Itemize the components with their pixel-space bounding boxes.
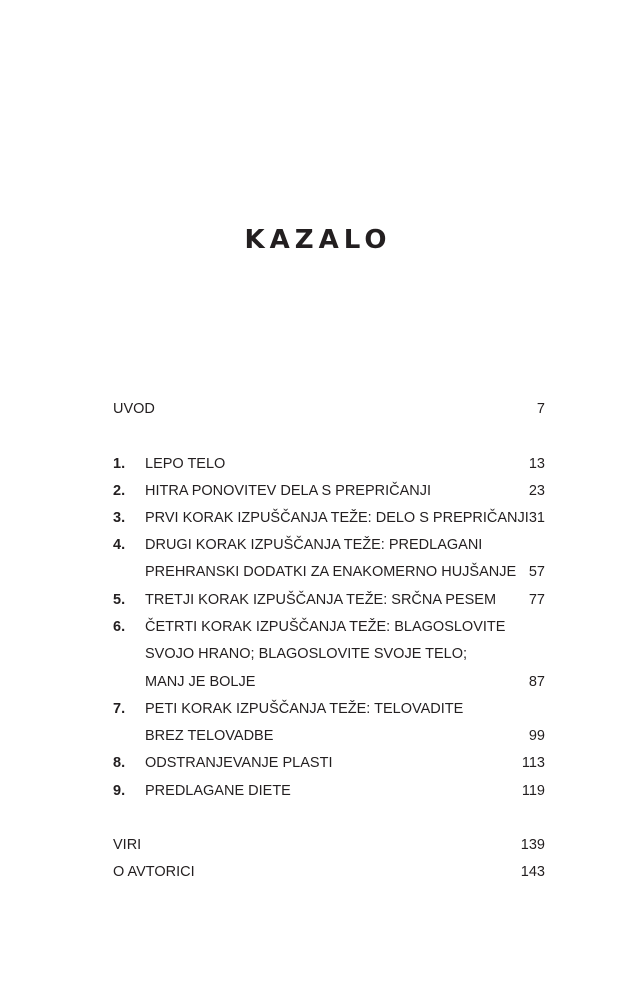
toc-page-number: 119 [521,783,545,799]
toc-entry-chapter-3[interactable] [113,507,545,529]
toc-entry-title: LEPO TELO [145,456,226,472]
toc-entry-title: TRETJI KORAK IZPUŠČANJA TEŽE: SRČNA PESEM [145,592,497,608]
chapter-number: 3. [113,510,126,526]
toc-entry-chapter-4-continued[interactable] [113,561,545,583]
toc-entry-chapter-6-continued[interactable] [113,643,545,665]
chapter-number: 1. [113,456,126,472]
toc-entry-chapter-9[interactable] [113,780,545,802]
chapter-number: 7. [113,701,126,717]
chapter-number: 2. [113,483,126,499]
toc-entry-title: PRVI KORAK IZPUŠČANJA TEŽE: DELO S PREPRIČANJI [145,510,529,526]
page-title: KAZALO [244,225,392,255]
toc-page-number: 23 [528,483,545,499]
toc-entry-title: ODSTRANJEVANJE PLASTI [145,755,333,771]
toc-entry-title: ČETRTI KORAK IZPUŠČANJA TEŽE: BLAGOSLOVITE [145,619,506,635]
toc-entry-title: DRUGI KORAK IZPUŠČANJA TEŽE: PREDLAGANI [145,537,483,553]
toc-entry-title-continued: BREZ TELOVADBE [145,728,274,744]
toc-entry-title: O AVTORICI [113,864,195,880]
toc-entry-chapter-7-continued[interactable] [113,725,545,747]
toc-entry-title: PREDLAGANE DIETE [145,783,291,799]
toc-entry-chapter-7[interactable] [113,698,545,720]
toc-entry-title: VIRI [113,837,142,853]
toc-entry-title: UVOD [113,401,155,417]
toc-entry-title-continued: PREHRANSKI DODATKI ZA ENAKOMERNO HUJŠANJE [145,564,517,580]
chapter-number: 6. [113,619,126,635]
toc-entry-chapter-8[interactable] [113,752,545,774]
toc-page-number: 57 [528,564,545,580]
toc-entry-title: PETI KORAK IZPUŠČANJA TEŽE: TELOVADITE [145,701,464,717]
toc-entry-chapter-2[interactable] [113,480,545,502]
toc-page-number: 31 [528,510,545,526]
toc-entry-chapter-5[interactable] [113,589,545,611]
toc-entry-title-continued: MANJ JE BOLJE [145,674,256,690]
toc-entry-chapter-1[interactable] [113,453,545,475]
toc-page-number: 77 [528,592,545,608]
toc-entry-title-continued: SVOJO HRANO; BLAGOSLOVITE SVOJE TELO; [145,646,468,662]
toc-entry-intro[interactable] [113,398,545,420]
toc-page-number: 113 [521,755,545,771]
chapter-number: 8. [113,755,126,771]
toc-entry-chapter-6[interactable] [113,616,545,638]
toc-page-number: 87 [528,674,545,690]
toc-entry-chapter-4[interactable] [113,534,545,556]
chapter-number: 4. [113,537,126,553]
chapter-number: 5. [113,592,126,608]
toc-page-number: 139 [520,837,545,853]
toc-page-number: 99 [528,728,545,744]
chapter-number: 9. [113,783,126,799]
toc-entry-title: HITRA PONOVITEV DELA S PREPRIČANJI [145,483,432,499]
toc-page-number: 7 [536,401,545,417]
toc-entry-about-author[interactable] [113,861,545,883]
toc-entry-sources[interactable] [113,834,545,856]
toc-entry-chapter-6-continued[interactable] [113,671,545,693]
toc-page-number: 13 [528,456,545,472]
toc-page-number: 143 [520,864,545,880]
